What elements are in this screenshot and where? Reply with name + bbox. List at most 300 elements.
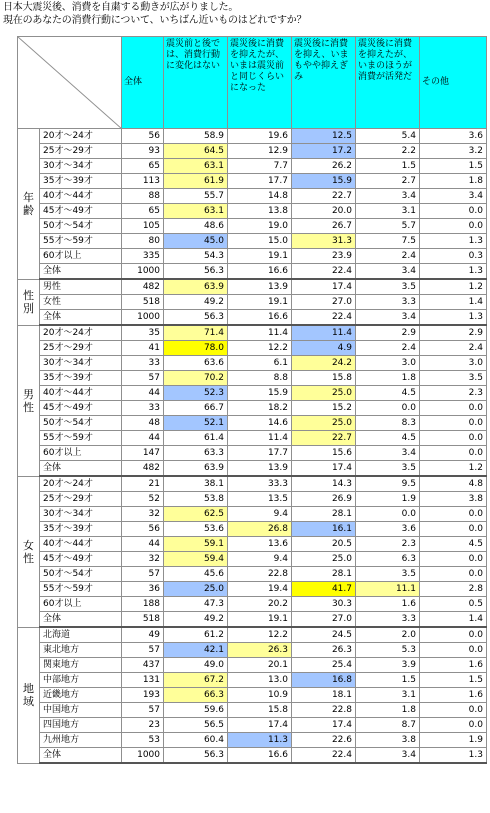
value-cell: 2.4 xyxy=(356,249,420,264)
value-cell: 25.0 xyxy=(292,552,356,567)
row-label: 45才～49才 xyxy=(40,204,122,219)
row-label: 50才～54才 xyxy=(40,567,122,582)
value-cell: 1.2 xyxy=(420,279,487,295)
value-cell: 61.2 xyxy=(164,627,228,643)
value-cell: 32 xyxy=(122,552,164,567)
value-cell: 49.2 xyxy=(164,295,228,310)
value-cell: 16.8 xyxy=(292,673,356,688)
value-cell: 1.8 xyxy=(420,174,487,189)
value-cell: 70.2 xyxy=(164,371,228,386)
value-cell: 26.8 xyxy=(228,522,292,537)
group-label: 性 別 xyxy=(18,279,40,325)
row-label: 30才～34才 xyxy=(40,507,122,522)
table-row xyxy=(18,159,487,174)
table-row xyxy=(18,522,487,537)
table-row xyxy=(18,507,487,522)
row-label: 35才～39才 xyxy=(40,522,122,537)
table-row xyxy=(18,129,487,144)
value-cell: 2.3 xyxy=(356,537,420,552)
value-cell: 12.2 xyxy=(228,341,292,356)
table-row xyxy=(18,416,487,431)
row-label: 25才～29才 xyxy=(40,341,122,356)
value-cell: 13.6 xyxy=(228,537,292,552)
value-cell: 3.4 xyxy=(356,264,420,280)
value-cell: 0.3 xyxy=(420,249,487,264)
value-cell: 2.9 xyxy=(420,325,487,341)
value-cell: 20.1 xyxy=(228,658,292,673)
value-cell: 22.7 xyxy=(292,431,356,446)
value-cell: 57 xyxy=(122,643,164,658)
value-cell: 52.3 xyxy=(164,386,228,401)
value-cell: 14.8 xyxy=(228,189,292,204)
value-cell: 13.9 xyxy=(228,461,292,477)
value-cell: 56.5 xyxy=(164,718,228,733)
value-cell: 49.0 xyxy=(164,658,228,673)
table-row xyxy=(18,703,487,718)
value-cell: 3.8 xyxy=(356,733,420,748)
row-label: 35才～39才 xyxy=(40,371,122,386)
value-cell: 335 xyxy=(122,249,164,264)
value-cell: 26.9 xyxy=(292,492,356,507)
value-cell: 18.2 xyxy=(228,401,292,416)
value-cell: 188 xyxy=(122,597,164,612)
row-label: 45才～49才 xyxy=(40,401,122,416)
header-more-active: 震災後に消費を抑えたが、いまのほうが消費が活発だ xyxy=(356,37,420,129)
value-cell: 15.6 xyxy=(292,446,356,461)
value-cell: 3.0 xyxy=(420,356,487,371)
value-cell: 56.3 xyxy=(164,310,228,326)
value-cell: 7.5 xyxy=(356,234,420,249)
value-cell: 49.2 xyxy=(164,612,228,628)
value-cell: 36 xyxy=(122,582,164,597)
row-label: 35才～39才 xyxy=(40,174,122,189)
value-cell: 1.5 xyxy=(356,159,420,174)
value-cell: 33.3 xyxy=(228,476,292,492)
value-cell: 518 xyxy=(122,295,164,310)
value-cell: 45.0 xyxy=(164,234,228,249)
row-label: 30才～34才 xyxy=(40,356,122,371)
value-cell: 22.8 xyxy=(292,703,356,718)
value-cell: 42.1 xyxy=(164,643,228,658)
row-label: 25才～29才 xyxy=(40,492,122,507)
value-cell: 15.0 xyxy=(228,234,292,249)
value-cell: 3.8 xyxy=(420,492,487,507)
row-label: 40才～44才 xyxy=(40,386,122,401)
value-cell: 0.0 xyxy=(420,567,487,582)
row-label: 男性 xyxy=(40,279,122,295)
value-cell: 26.7 xyxy=(292,219,356,234)
value-cell: 0.0 xyxy=(420,446,487,461)
table-row xyxy=(18,492,487,507)
value-cell: 33 xyxy=(122,356,164,371)
value-cell: 48 xyxy=(122,416,164,431)
value-cell: 26.3 xyxy=(228,643,292,658)
value-cell: 9.5 xyxy=(356,476,420,492)
value-cell: 30.3 xyxy=(292,597,356,612)
title-line-2: 現在のあなたの消費行動について、いちばん近いものはどれですか？ xyxy=(3,15,307,26)
value-cell: 3.0 xyxy=(356,356,420,371)
value-cell: 32 xyxy=(122,507,164,522)
value-cell: 15.8 xyxy=(292,371,356,386)
value-cell: 14.3 xyxy=(292,476,356,492)
value-cell: 26.3 xyxy=(292,643,356,658)
value-cell: 1.5 xyxy=(420,159,487,174)
value-cell: 19.1 xyxy=(228,612,292,628)
value-cell: 5.4 xyxy=(356,129,420,144)
row-label: 45才～49才 xyxy=(40,552,122,567)
value-cell: 20.5 xyxy=(292,537,356,552)
value-cell: 61.4 xyxy=(164,431,228,446)
value-cell: 11.4 xyxy=(228,431,292,446)
table-row xyxy=(18,144,487,159)
value-cell: 71.4 xyxy=(164,325,228,341)
value-cell: 131 xyxy=(122,673,164,688)
header-total: 全体 xyxy=(122,37,164,129)
row-label: 全体 xyxy=(40,612,122,628)
value-cell: 1.6 xyxy=(356,597,420,612)
total-row xyxy=(18,310,487,326)
table-row xyxy=(18,371,487,386)
value-cell: 65 xyxy=(122,159,164,174)
value-cell: 6.3 xyxy=(356,552,420,567)
table-row xyxy=(18,325,487,341)
value-cell: 14.6 xyxy=(228,416,292,431)
value-cell: 44 xyxy=(122,431,164,446)
value-cell: 64.5 xyxy=(164,144,228,159)
value-cell: 49 xyxy=(122,627,164,643)
value-cell: 53 xyxy=(122,733,164,748)
value-cell: 17.4 xyxy=(292,461,356,477)
value-cell: 2.7 xyxy=(356,174,420,189)
value-cell: 23.9 xyxy=(292,249,356,264)
value-cell: 0.0 xyxy=(420,204,487,219)
survey-table xyxy=(17,36,487,764)
value-cell: 63.1 xyxy=(164,204,228,219)
value-cell: 2.0 xyxy=(356,627,420,643)
value-cell: 11.4 xyxy=(228,325,292,341)
value-cell: 57 xyxy=(122,567,164,582)
value-cell: 4.8 xyxy=(420,476,487,492)
value-cell: 3.4 xyxy=(356,446,420,461)
table-row xyxy=(18,597,487,612)
value-cell: 2.2 xyxy=(356,144,420,159)
table-row xyxy=(18,673,487,688)
group-label: 地 域 xyxy=(18,627,40,763)
value-cell: 105 xyxy=(122,219,164,234)
value-cell: 56 xyxy=(122,129,164,144)
value-cell: 19.1 xyxy=(228,295,292,310)
value-cell: 59.6 xyxy=(164,703,228,718)
value-cell: 8.8 xyxy=(228,371,292,386)
row-label: 四国地方 xyxy=(40,718,122,733)
table-row xyxy=(18,189,487,204)
value-cell: 53.8 xyxy=(164,492,228,507)
row-label: 30才～34才 xyxy=(40,159,122,174)
row-label: 北海道 xyxy=(40,627,122,643)
value-cell: 0.0 xyxy=(420,401,487,416)
value-cell: 19.0 xyxy=(228,219,292,234)
value-cell: 0.5 xyxy=(420,597,487,612)
row-label: 女性 xyxy=(40,295,122,310)
value-cell: 23 xyxy=(122,718,164,733)
value-cell: 11.4 xyxy=(292,325,356,341)
value-cell: 38.1 xyxy=(164,476,228,492)
value-cell: 15.2 xyxy=(292,401,356,416)
value-cell: 3.4 xyxy=(420,189,487,204)
value-cell: 67.2 xyxy=(164,673,228,688)
value-cell: 52.1 xyxy=(164,416,228,431)
table-row xyxy=(18,386,487,401)
value-cell: 1.3 xyxy=(420,748,487,764)
value-cell: 35 xyxy=(122,325,164,341)
value-cell: 3.4 xyxy=(356,748,420,764)
value-cell: 1.3 xyxy=(420,264,487,280)
value-cell: 8.7 xyxy=(356,718,420,733)
row-label: 60才以上 xyxy=(40,249,122,264)
group-label: 年 齢 xyxy=(18,129,40,280)
total-row xyxy=(18,612,487,628)
value-cell: 47.3 xyxy=(164,597,228,612)
value-cell: 25.0 xyxy=(164,582,228,597)
value-cell: 66.7 xyxy=(164,401,228,416)
table-row xyxy=(18,658,487,673)
value-cell: 45.6 xyxy=(164,567,228,582)
table-row xyxy=(18,537,487,552)
row-label: 25才～29才 xyxy=(40,144,122,159)
value-cell: 44 xyxy=(122,537,164,552)
value-cell: 0.0 xyxy=(420,507,487,522)
value-cell: 518 xyxy=(122,612,164,628)
row-label: 40才～44才 xyxy=(40,537,122,552)
value-cell: 12.5 xyxy=(292,129,356,144)
value-cell: 19.1 xyxy=(228,249,292,264)
value-cell: 56 xyxy=(122,522,164,537)
table-row xyxy=(18,431,487,446)
value-cell: 5.7 xyxy=(356,219,420,234)
value-cell: 1.9 xyxy=(420,733,487,748)
row-label: 全体 xyxy=(40,264,122,280)
row-label: 55才～59才 xyxy=(40,234,122,249)
value-cell: 1000 xyxy=(122,310,164,326)
row-label: 全体 xyxy=(40,310,122,326)
table-row xyxy=(18,279,487,295)
value-cell: 27.0 xyxy=(292,295,356,310)
row-label: 近畿地方 xyxy=(40,688,122,703)
value-cell: 1.5 xyxy=(420,673,487,688)
value-cell: 0.0 xyxy=(420,522,487,537)
value-cell: 31.3 xyxy=(292,234,356,249)
value-cell: 0.0 xyxy=(420,219,487,234)
value-cell: 3.4 xyxy=(356,310,420,326)
value-cell: 12.2 xyxy=(228,627,292,643)
value-cell: 4.5 xyxy=(420,537,487,552)
value-cell: 2.8 xyxy=(420,582,487,597)
value-cell: 1.6 xyxy=(420,658,487,673)
value-cell: 1.8 xyxy=(356,371,420,386)
value-cell: 17.7 xyxy=(228,174,292,189)
value-cell: 17.4 xyxy=(292,718,356,733)
value-cell: 11.3 xyxy=(228,733,292,748)
table-row xyxy=(18,204,487,219)
value-cell: 113 xyxy=(122,174,164,189)
value-cell: 1.2 xyxy=(420,461,487,477)
value-cell: 22.4 xyxy=(292,310,356,326)
value-cell: 59.4 xyxy=(164,552,228,567)
value-cell: 4.9 xyxy=(292,341,356,356)
value-cell: 2.4 xyxy=(356,341,420,356)
value-cell: 20.2 xyxy=(228,597,292,612)
value-cell: 93 xyxy=(122,144,164,159)
group-label: 女 性 xyxy=(18,476,40,627)
value-cell: 24.5 xyxy=(292,627,356,643)
value-cell: 2.9 xyxy=(356,325,420,341)
row-label: 関東地方 xyxy=(40,658,122,673)
value-cell: 26.2 xyxy=(292,159,356,174)
value-cell: 0.0 xyxy=(356,401,420,416)
value-cell: 25.0 xyxy=(292,386,356,401)
value-cell: 56.3 xyxy=(164,264,228,280)
value-cell: 437 xyxy=(122,658,164,673)
value-cell: 33 xyxy=(122,401,164,416)
value-cell: 2.3 xyxy=(420,386,487,401)
value-cell: 60.4 xyxy=(164,733,228,748)
row-label: 全体 xyxy=(40,748,122,764)
value-cell: 3.6 xyxy=(420,129,487,144)
row-label: 東北地方 xyxy=(40,643,122,658)
value-cell: 3.3 xyxy=(356,612,420,628)
value-cell: 0.0 xyxy=(420,627,487,643)
value-cell: 63.9 xyxy=(164,279,228,295)
value-cell: 16.6 xyxy=(228,264,292,280)
value-cell: 17.2 xyxy=(292,144,356,159)
value-cell: 9.4 xyxy=(228,552,292,567)
table-row xyxy=(18,476,487,492)
row-label: 55才～59才 xyxy=(40,431,122,446)
table-row xyxy=(18,627,487,643)
value-cell: 44 xyxy=(122,386,164,401)
value-cell: 3.5 xyxy=(420,371,487,386)
value-cell: 147 xyxy=(122,446,164,461)
row-label: 55才～59才 xyxy=(40,582,122,597)
row-label: 20才～24才 xyxy=(40,325,122,341)
value-cell: 53.6 xyxy=(164,522,228,537)
table-row xyxy=(18,582,487,597)
value-cell: 56.3 xyxy=(164,748,228,764)
value-cell: 3.6 xyxy=(356,522,420,537)
value-cell: 25.4 xyxy=(292,658,356,673)
value-cell: 0.0 xyxy=(420,703,487,718)
corner-diagonal xyxy=(18,37,122,129)
value-cell: 6.1 xyxy=(228,356,292,371)
value-cell: 1.5 xyxy=(356,673,420,688)
value-cell: 9.4 xyxy=(228,507,292,522)
value-cell: 63.1 xyxy=(164,159,228,174)
total-row xyxy=(18,748,487,764)
value-cell: 4.5 xyxy=(356,431,420,446)
value-cell: 3.5 xyxy=(356,279,420,295)
value-cell: 10.9 xyxy=(228,688,292,703)
table-row xyxy=(18,733,487,748)
value-cell: 63.6 xyxy=(164,356,228,371)
value-cell: 1.8 xyxy=(356,703,420,718)
value-cell: 15.9 xyxy=(228,386,292,401)
header-still-restrained: 震災後に消費を抑え、いまもやや抑えぎみ xyxy=(292,37,356,129)
table-row xyxy=(18,567,487,582)
table-row xyxy=(18,356,487,371)
value-cell: 11.1 xyxy=(356,582,420,597)
table-row xyxy=(18,174,487,189)
value-cell: 0.0 xyxy=(420,552,487,567)
value-cell: 12.9 xyxy=(228,144,292,159)
value-cell: 63.3 xyxy=(164,446,228,461)
value-cell: 16.1 xyxy=(292,522,356,537)
value-cell: 41.7 xyxy=(292,582,356,597)
value-cell: 22.4 xyxy=(292,264,356,280)
row-label: 50才～54才 xyxy=(40,219,122,234)
table-row xyxy=(18,341,487,356)
value-cell: 21 xyxy=(122,476,164,492)
value-cell: 1.3 xyxy=(420,234,487,249)
value-cell: 17.4 xyxy=(292,279,356,295)
value-cell: 88 xyxy=(122,189,164,204)
value-cell: 193 xyxy=(122,688,164,703)
value-cell: 3.5 xyxy=(356,567,420,582)
table-row xyxy=(18,234,487,249)
value-cell: 4.5 xyxy=(356,386,420,401)
value-cell: 19.6 xyxy=(228,129,292,144)
value-cell: 22.6 xyxy=(292,733,356,748)
value-cell: 0.0 xyxy=(420,416,487,431)
value-cell: 15.8 xyxy=(228,703,292,718)
value-cell: 0.0 xyxy=(420,643,487,658)
value-cell: 52 xyxy=(122,492,164,507)
value-cell: 57 xyxy=(122,703,164,718)
row-label: 60才以上 xyxy=(40,597,122,612)
value-cell: 48.6 xyxy=(164,219,228,234)
header-no-change: 震災前と後では、消費行動に変化はない xyxy=(164,37,228,129)
table-row xyxy=(18,643,487,658)
value-cell: 17.4 xyxy=(228,718,292,733)
table-row xyxy=(18,401,487,416)
row-label: 20才～24才 xyxy=(40,129,122,144)
value-cell: 7.7 xyxy=(228,159,292,174)
row-label: 40才～44才 xyxy=(40,189,122,204)
value-cell: 63.9 xyxy=(164,461,228,477)
value-cell: 482 xyxy=(122,461,164,477)
value-cell: 80 xyxy=(122,234,164,249)
value-cell: 5.3 xyxy=(356,643,420,658)
value-cell: 24.2 xyxy=(292,356,356,371)
value-cell: 22.7 xyxy=(292,189,356,204)
value-cell: 16.6 xyxy=(228,310,292,326)
table-row xyxy=(18,552,487,567)
value-cell: 22.8 xyxy=(228,567,292,582)
value-cell: 59.1 xyxy=(164,537,228,552)
value-cell: 1000 xyxy=(122,748,164,764)
row-label: 中国地方 xyxy=(40,703,122,718)
value-cell: 3.2 xyxy=(420,144,487,159)
table-row xyxy=(18,446,487,461)
row-label: 中部地方 xyxy=(40,673,122,688)
value-cell: 16.6 xyxy=(228,748,292,764)
total-row xyxy=(18,264,487,280)
value-cell: 58.9 xyxy=(164,129,228,144)
value-cell: 8.3 xyxy=(356,416,420,431)
value-cell: 15.9 xyxy=(292,174,356,189)
row-label: 50才～54才 xyxy=(40,416,122,431)
value-cell: 1.6 xyxy=(420,688,487,703)
value-cell: 27.0 xyxy=(292,612,356,628)
